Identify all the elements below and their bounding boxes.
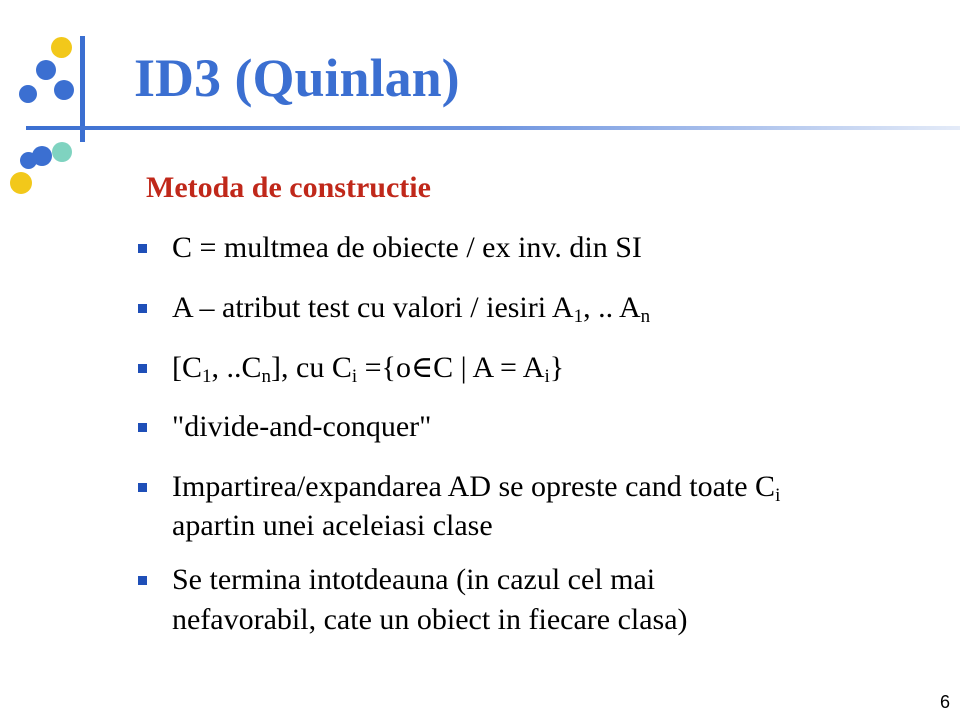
bullet-item-2: A – atribut test cu valori / iesiri $A_1$, .. $A_n$ <box>172 291 651 327</box>
bullet-item-4: "divide-and-conquer" <box>172 410 432 443</box>
bullet-item-3: [$C_1$, $..C_n$], cu $C_i$ ={o∈C | $A = A_i$} <box>172 351 565 387</box>
bullet-square-icon <box>138 576 147 585</box>
bullet-item-6-line-1: Se termina intotdeauna (in cazul cel mai <box>172 563 656 596</box>
bullet-square-icon <box>138 423 147 432</box>
bullet-item-6-line-2: nefavorabil, cate un obiect in fiecare clasa) <box>172 603 688 636</box>
bullet-item-5-line-2: apartin unei aceleiasi clase <box>172 509 493 542</box>
bullet-square-icon <box>138 304 147 313</box>
dot-icon <box>54 80 74 100</box>
bullet-item-1: C = multmea de obiecte / ex inv. din SI <box>172 231 642 264</box>
dot-icon <box>20 152 37 169</box>
section-subtitle: Metoda de constructie <box>146 171 431 204</box>
dot-icon <box>51 37 72 58</box>
bullet-square-icon <box>138 244 147 253</box>
dot-icon <box>19 85 37 103</box>
bullet-square-icon <box>138 364 147 373</box>
bullet-item-5-line-1: Impartirea/expandarea AD se opreste cand toate $C_i$ <box>172 470 781 506</box>
dot-icon <box>36 60 56 80</box>
page-number: 6 <box>939 692 950 712</box>
dot-icon <box>10 172 32 194</box>
bullet-square-icon <box>138 483 147 492</box>
slide-title: ID3 (Quinlan) <box>134 48 460 108</box>
accent-horizontal-line <box>26 126 960 130</box>
dot-icon <box>52 142 72 162</box>
